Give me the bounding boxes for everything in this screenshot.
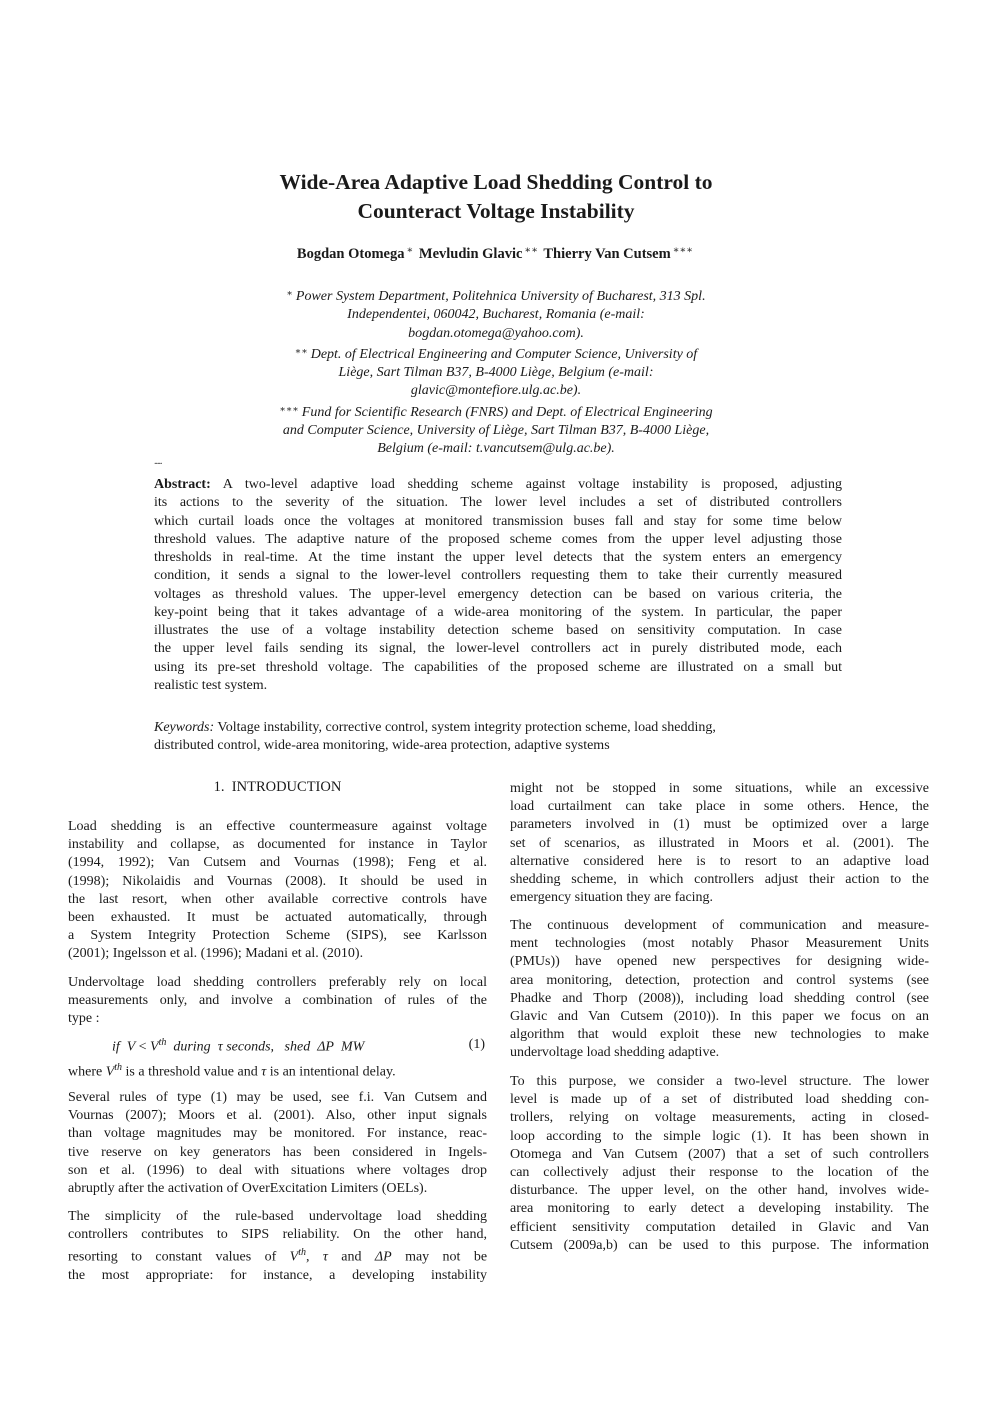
abstract-label: Abstract: <box>154 477 211 492</box>
abstract-line: threshold values. The adaptive nature of the proposed scheme comes from the upper level adjusting those <box>154 531 842 547</box>
affiliation-mark: ∗∗∗ <box>279 404 299 415</box>
text-line: efficient sensitivity computation detailed in Glavic and Van <box>510 1219 929 1235</box>
equation-number: (1) <box>468 1037 485 1052</box>
text-line: been exhausted. It must be actuated automatically, through <box>68 910 487 926</box>
text-line: the last resort, when other available corrective controls have <box>68 891 487 907</box>
text-line: algorithm that would exploit these new technologies to make <box>510 1027 929 1043</box>
abstract-line: realistic test system. <box>154 677 268 693</box>
author-name: Bogdan Otomega <box>296 246 405 262</box>
abstract-line: condition, it sends a signal to the lower-level controllers requesting them to take their currently measured <box>154 568 842 584</box>
affiliation-line: bogdan.otomega@yahoo.com). <box>408 325 584 341</box>
text-line: The simplicity of the rule-based undervoltage load shedding <box>68 1209 487 1224</box>
keywords <box>154 719 842 756</box>
separator-dots: ..... <box>154 456 162 467</box>
right-paragraph-2 <box>510 917 929 1063</box>
text-line: To this purpose, we consider a two-level structure. The lower <box>510 1074 929 1089</box>
text-line: than voltage magnitudes may be monitored. For instance, reac- <box>68 1126 487 1142</box>
text-line: can collectively adjust their response to the location of the <box>510 1165 929 1181</box>
text-line: (1998); Nikolaidis and Vournas (2008). It should be used in <box>68 873 487 889</box>
text-line: Vournas (2007); Moors et al. (2001). Also, other input signals <box>68 1108 487 1124</box>
text-line: abruptly after the activation of OverExcitation Limiters (OELs). <box>68 1181 428 1197</box>
keywords-line: Keywords: Voltage instability, corrective control, system integrity protection scheme, load shedding, <box>154 720 716 735</box>
abstract <box>154 476 842 695</box>
left-paragraph-2 <box>68 974 487 1029</box>
author-mark: ∗∗ <box>524 245 539 256</box>
affiliation-line: ∗∗∗ Fund for Scientific Research (FNRS) and Dept. of Electrical Engineering <box>279 404 713 420</box>
affiliation-line: ∗ Power System Department, Politehnica University of Bucharest, 313 Spl. <box>286 289 706 304</box>
text-line: type : <box>68 1011 100 1027</box>
text-line: tive reserve on key generators has been considered in Ingels- <box>68 1144 487 1160</box>
text-line: alternative considered here is to resort to an adaptive load <box>510 853 929 869</box>
affiliation-mark: ∗ <box>286 289 293 299</box>
text-line: (2001); Ingelsson et al. (1996); Madani et al. (2010). <box>68 946 364 962</box>
left-paragraph-4 <box>68 1208 487 1285</box>
affiliation-line: glavic@montefiore.ulg.ac.be). <box>410 383 582 399</box>
title-line-1: Wide-Area Adaptive Load Shedding Control to <box>279 170 713 194</box>
section-title: INTRODUCTION <box>231 779 342 795</box>
text-line: parameters involved in (1) must be optimized over a large <box>510 817 929 833</box>
text-line: area monitoring to early detect a developing instability. The <box>510 1201 929 1217</box>
text-line: Load shedding is an effective countermeasure against voltage <box>68 819 487 834</box>
affiliation-line: Liège, Sart Tilman B37, B-4000 Liège, Belgium (e-mail: <box>338 365 654 381</box>
right-paragraph-3 <box>510 1073 929 1255</box>
right-paragraph-1 <box>510 780 929 907</box>
author-mark: ∗ <box>406 245 414 256</box>
text-line: Cutsem (2009a,b) can be used to this purpose. The information <box>510 1237 929 1253</box>
text-line: (1994, 1992); Van Cutsem and Vournas (1998); Feng et al. <box>68 855 487 871</box>
abstract-line: illustrates the use of a voltage instability detection scheme based on sensitivity computation. In case <box>154 623 842 638</box>
author-name: Thierry Van Cutsem <box>543 246 671 262</box>
text-line: a System Integrity Protection Scheme (SIPS), see Karlsson <box>68 928 487 944</box>
text-line: the most appropriate: for instance, a developing instability <box>68 1268 487 1284</box>
affiliation-mark: ∗∗ <box>294 346 308 357</box>
text-line: trollers, relying on voltage measurements, acting in closed- <box>510 1110 929 1126</box>
text-line: might not be stopped in some situations, while an excessive <box>510 781 929 796</box>
abstract-line: the upper level fails sending its signal, the lower-level controllers act in purely distributed mode, each <box>154 641 842 657</box>
text-line: disturbance. The upper level, on the other hand, involves wide- <box>510 1183 929 1199</box>
text-line: load curtailment can take place in some others. Hence, the <box>510 799 929 815</box>
keywords-line: distributed control, wide-area monitoring, wide-area protection, adaptive systems <box>154 738 610 754</box>
text-line: instability and collapse, as documented for instance in Taylor <box>68 837 487 853</box>
text-line: area monitoring, detection, protection and control systems (see <box>510 972 929 988</box>
text-line: level is made up of a set of distributed load shedding con- <box>510 1092 929 1108</box>
text-line: where Vth is a threshold value and τ is an intentional delay. <box>68 1062 396 1080</box>
affiliation-line: Independentei, 060042, Bucharest, Romania (e-mail: <box>347 307 645 323</box>
keywords-label: Keywords: <box>154 720 215 735</box>
paper-title <box>160 168 832 226</box>
left-paragraph-3 <box>68 1089 487 1198</box>
equation-body: if V < Vth during τ seconds, shed ΔP MW <box>112 1037 365 1055</box>
title-line-2: Counteract Voltage Instability <box>357 199 635 223</box>
text-line: loop according to the simple logic (1). It has been shown in <box>510 1128 929 1144</box>
text-line: set of scenarios, as illustrated in Moors et al. (2001). The <box>510 835 929 851</box>
author-mark: ∗∗∗ <box>672 245 694 256</box>
author-list <box>160 245 832 263</box>
text-line: controllers contributes to SIPS reliability. On the other hand, <box>68 1227 487 1243</box>
section-heading <box>68 779 487 796</box>
affiliation-line: Belgium (e-mail: t.vancutsem@ulg.ac.be). <box>377 441 615 457</box>
text-line: Glavic and Van Cutsem (2010)). In this paper we focus on an <box>510 1009 929 1025</box>
text-line: resorting to constant values of Vth, τ and ΔP may not be <box>68 1247 488 1266</box>
abstract-line: key-point being that it takes advantage of a wide-area monitoring of the system. In particular, the paper <box>154 604 842 620</box>
abstract-line: Abstract: A two-level adaptive load shedding scheme against voltage instability is proposed, adjusting <box>154 477 842 492</box>
affiliations <box>200 285 792 459</box>
left-paragraph-1 <box>68 818 487 964</box>
text-line: Otomega and Van Cutsem (2007) that a set of such controllers <box>510 1146 929 1162</box>
affiliation-line: ∗∗ Dept. of Electrical Engineering and Computer Science, University of <box>294 346 698 362</box>
author-name: Mevludin Glavic <box>418 246 523 262</box>
text-line: Phadke and Thorp (2008)), including load shedding control (see <box>510 990 929 1006</box>
text-line: emergency situation they are facing. <box>510 890 714 906</box>
abstract-line: using its pre-set threshold voltage. The capabilities of the proposed scheme are illustrated on a small but <box>154 659 842 675</box>
text-line: undervoltage load shedding adaptive. <box>510 1045 720 1061</box>
section-number: 1. <box>213 779 225 795</box>
text-line: son et al. (1996) to deal with situations where voltages drop <box>68 1162 487 1178</box>
text-line: Undervoltage load shedding controllers preferably rely on local <box>68 975 487 990</box>
text-line: shedding scheme, in which controllers adjust their action to the <box>510 872 929 888</box>
abstract-line: thresholds in real-time. At the time instant the upper level detects that the system enters an emergency <box>154 550 842 565</box>
abstract-line: its actions to the severity of the situation. The lower level includes a set of distributed controllers <box>154 495 842 511</box>
text-line: Several rules of type (1) may be used, see f.i. Van Cutsem and <box>68 1090 487 1105</box>
text-line: measurements only, and involve a combination of rules of the <box>68 993 487 1009</box>
text-line: (PMUs)) have opened new perspectives for designing wide- <box>510 954 929 970</box>
text-line: The continuous development of communication and measure- <box>510 918 929 933</box>
abstract-line: which curtail loads once the voltages at monitored transmission buses fall and stay for some time below <box>154 513 842 529</box>
text-line: ment technologies (most notably Phasor Measurement Units <box>510 936 929 952</box>
abstract-line: voltages as threshold values. The upper-level emergency detection can be based on various criteria, the <box>154 586 842 602</box>
left-where-line <box>68 1059 487 1082</box>
affiliation-line: and Computer Science, University of Liège, Sart Tilman B37, B-4000 Liège, <box>282 423 710 439</box>
